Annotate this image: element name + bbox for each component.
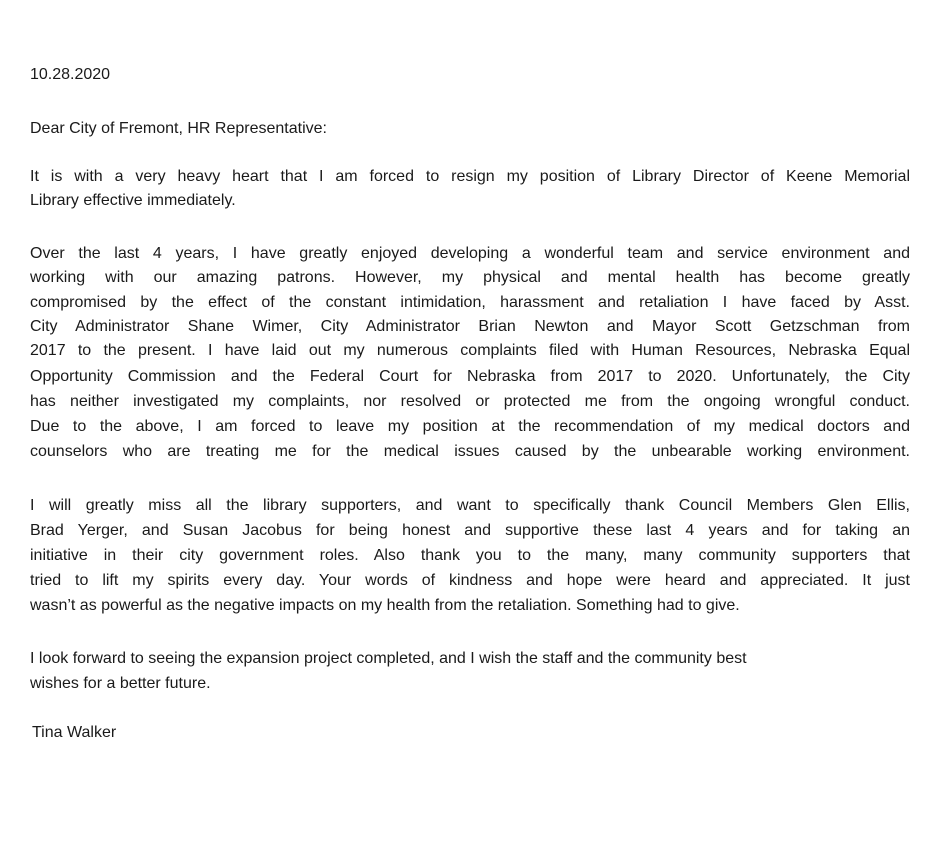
paragraph-2-line: Due to the above, I am forced to leave my position at the recommendation of my medical doctors and — [30, 418, 910, 435]
paragraph-2-line: has neither investigated my complaints, nor resolved or protected me from the ongoing wrongful conduct. — [30, 393, 910, 410]
paragraph-2-line: City Administrator Shane Wimer, City Administrator Brian Newton and Mayor Scott Getzschman from — [30, 318, 910, 335]
paragraph-3-line: wasn’t as powerful as the negative impacts on my health from the retaliation. Something had to give. — [30, 597, 740, 614]
paragraph-1-line: Library effective immediately. — [30, 192, 236, 209]
paragraph-3-line: tried to lift my spirits every day. Your words of kindness and hope were heard and appreciated. It just — [30, 572, 910, 589]
letter-date: 10.28.2020 — [30, 66, 111, 83]
paragraph-3-line: initiative in their city government roles. Also thank you to the many, many community supporters that — [30, 547, 910, 564]
paragraph-2-line: working with our amazing patrons. However, my physical and mental health has become greatly — [30, 269, 910, 286]
paragraph-2-line: compromised by the effect of the constant intimidation, harassment and retaliation I have faced by Asst. — [30, 294, 910, 311]
paragraph-3-line: Brad Yerger, and Susan Jacobus for being honest and supportive these last 4 years and for taking an — [30, 522, 910, 539]
paragraph-4-line: wishes for a better future. — [30, 675, 211, 692]
paragraph-4-line: I look forward to seeing the expansion project completed, and I wish the staff and the community best — [30, 650, 747, 667]
letter-salutation: Dear City of Fremont, HR Representative: — [30, 120, 327, 137]
paragraph-1-line: It is with a very heavy heart that I am forced to resign my position of Library Director of Keene Memorial — [30, 168, 910, 185]
paragraph-2-line: 2017 to the present. I have laid out my numerous complaints filed with Human Resources, Nebraska Equal — [30, 342, 910, 359]
letter-signature: Tina Walker — [32, 724, 117, 741]
paragraph-2-line: counselors who are treating me for the medical issues caused by the unbearable working environment. — [30, 443, 910, 460]
paragraph-2-line: Over the last 4 years, I have greatly enjoyed developing a wonderful team and service environment and — [30, 245, 910, 262]
paragraph-2-line: Opportunity Commission and the Federal Court for Nebraska from 2017 to 2020. Unfortunately, the City — [30, 368, 910, 385]
paragraph-3-line: I will greatly miss all the library supporters, and want to specifically thank Council Members Glen Ellis, — [30, 497, 910, 514]
